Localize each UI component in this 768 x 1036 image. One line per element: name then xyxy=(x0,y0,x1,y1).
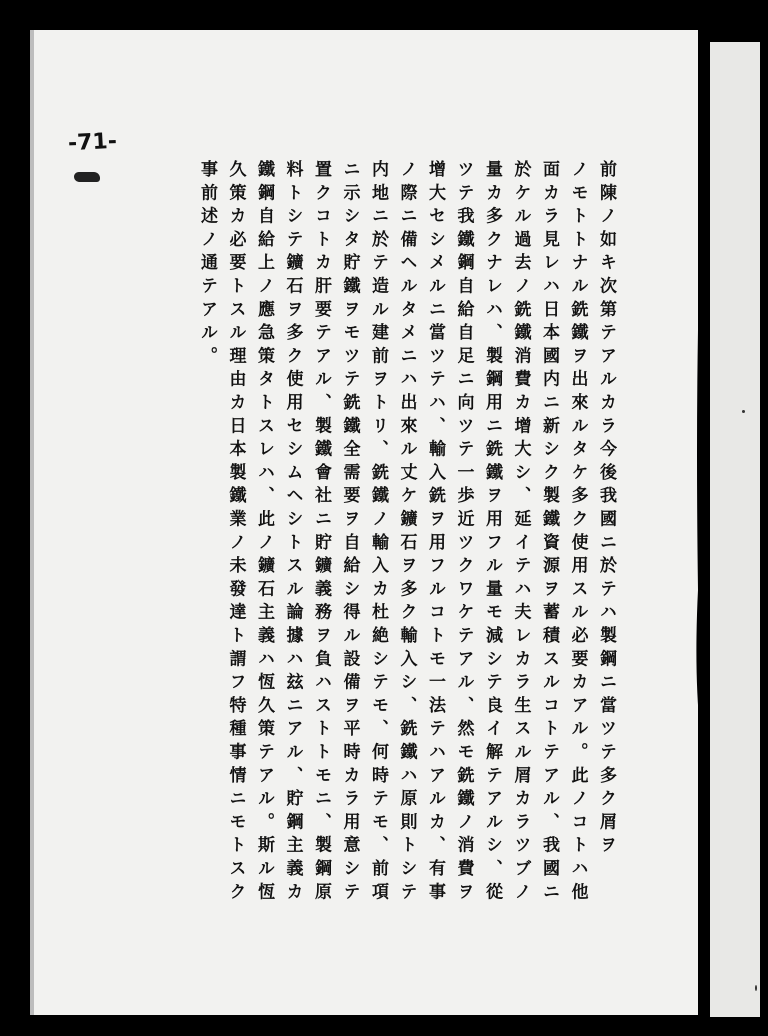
text-line: 事前述ノ通テアル。 xyxy=(197,160,217,370)
text-line: ノモトトナル銑鐵ヲ出來ルタケ多ク使用スル必要カアル。此ノコトハ他 xyxy=(567,160,588,906)
ink-blot xyxy=(74,172,100,182)
body-text xyxy=(100,160,620,950)
ink-speck xyxy=(755,985,757,991)
text-line: 面カラ見レハ日本國内ニ新シク製鐵資源ヲ蓄積スルコトテアル、我國ニ xyxy=(539,160,559,906)
page-edge xyxy=(30,30,34,1015)
page-number: -71- xyxy=(67,128,118,157)
book-gutter xyxy=(680,30,710,1015)
text-line: 置クコトカ肝要テアル、製鐵會社ニ貯鑛義務ヲ負ハストトモニ、製鋼原 xyxy=(311,160,331,906)
text-line: 前陳ノ如キ次第テアルカラ今後我國ニ於テハ製鋼ニ當ツテ多ク屑ヲ xyxy=(596,160,616,859)
text-line: 料トシテ鑛石ヲ多ク使用セシムヘシトスル論據ハ玆ニアル、貯鋼主義カ xyxy=(282,160,303,906)
text-line: 量カ多クナレハ、製鋼用ニ銑鐵ヲ用フル量モ減シテ良イ解テアルシ、從 xyxy=(482,160,502,906)
ink-speck xyxy=(742,410,745,413)
text-line: 增大セシメルニ當ツテハ、輸入銑ヲ用フルコトモ一法テハアルカ、有事 xyxy=(425,160,445,906)
text-line: 内地ニ於テ造ル建前ヲトリ、銑鐵ノ輸入カ杜絶シテモ、何時テモ、前項 xyxy=(368,160,388,906)
adjacent-page-edge xyxy=(710,42,760,1017)
text-line: ツテ我鐵鋼自給自足ニ向ツテ一歩近ツクワケテアル、然モ銑鐵ノ消費ヲ xyxy=(453,160,474,906)
text-line: ニ示シタ貯鐵ヲモツテ銑鐵全需要ヲ自給シ得ル設備ヲ平時カラ用意シテ xyxy=(339,160,360,906)
text-line: ノ際ニ備ヘルタメニハ出來ル丈ケ鑛石ヲ多ク輸入シ、銑鐵ハ原則トシテ xyxy=(396,160,417,906)
text-line: 鐵鋼自給上ノ應急策タトスレハ、此ノ鑛石主義ハ恆久策テアル。斯ル恆 xyxy=(254,160,274,906)
text-line: 久策カ必要トスル理由カ日本製鐵業ノ未發達ト謂フ特種事情ニモトスク xyxy=(225,160,246,906)
text-line: 於ケル過去ノ銑鐵消費カ增大シ、延イテハ夫レカラ生スル屑カラツブノ xyxy=(510,160,531,906)
